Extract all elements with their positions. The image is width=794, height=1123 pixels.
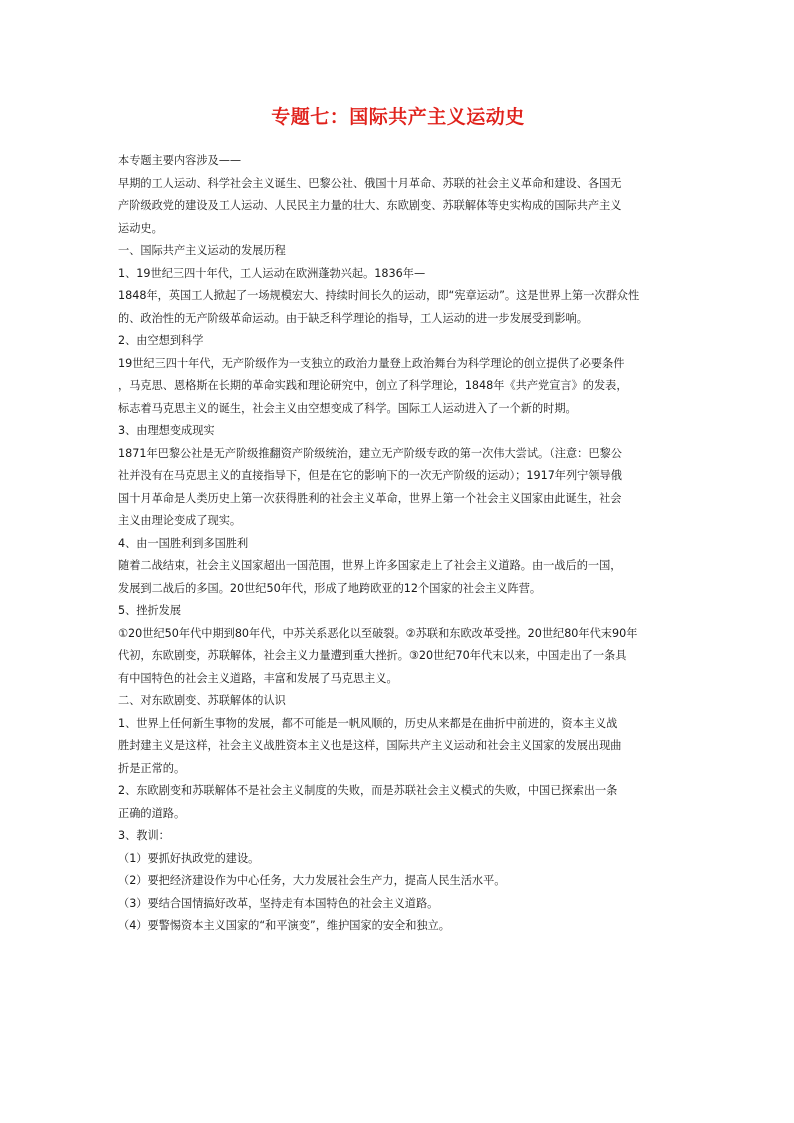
body-line: 标志着马克思主义的诞生，社会主义由空想变成了科学。国际工人运动进入了一个新的时期。 (118, 401, 577, 415)
body-line: 正确的道路。 (118, 806, 186, 820)
document-page (118, 104, 678, 938)
subsection-heading: 3、由理想变成现实 (118, 424, 215, 437)
body-line: 3、教训： (118, 829, 170, 842)
list-item: （1）要抓好执政党的建设。 (118, 851, 260, 865)
body-line: 产阶级政党的建设及工人运动、人民民主力量的壮大、东欧剧变、苏联解体等史实构成的国际共产主义 (118, 199, 622, 212)
body-line: 早期的工人运动、科学社会主义诞生、巴黎公社、俄国十月革命、苏联的社会主义革命和建设、各国无 (118, 176, 622, 190)
body-line: 1、世界上任何新生事物的发展，都不可能是一帆风顺的，历史从来都是在曲折中前进的，资本主义战 (118, 716, 618, 730)
section-heading: 一、国际共产主义运动的发展历程 (118, 244, 286, 257)
body-line: 国十月革命是人类历史上第一次获得胜利的社会主义革命，世界上第一个社会主义国家由此诞生，社会 (118, 491, 622, 505)
body-line: 有中国特色的社会主义道路，丰富和发展了马克思主义。 (118, 671, 398, 685)
document-title: 专题七：国际共产主义运动史 (271, 106, 525, 128)
body-line: 代初，东欧剧变，苏联解体，社会主义力量遭到重大挫折。③20世纪70年代末以来，中国走出了一条具 (118, 649, 627, 662)
body-line: 胜封建主义是这样，社会主义战胜资本主义也是这样，国际共产主义运动和社会主义国家的发展出现曲 (118, 739, 622, 752)
body-line: 的、政治性的无产阶级革命运动。由于缺乏科学理论的指导，工人运动的进一步发展受到影响。 (118, 311, 588, 325)
body-line: 1871年巴黎公社是无产阶级推翻资产阶级统治，建立无产阶级专政的第一次伟大尝试。（注意：巴黎公 (118, 446, 622, 460)
list-item: （2）要把经济建设作为中心任务，大力发展社会生产力，提高人民生活水平。 (118, 874, 506, 887)
body-line: 1、19世纪三四十年代，工人运动在欧洲蓬勃兴起。1836年— (118, 266, 426, 280)
body-line: 2、东欧剧变和苏联解体不是社会主义制度的失败，而是苏联社会主义模式的失败，中国已探索出一条 (118, 784, 618, 797)
subsection-heading: 5、挫折发展 (118, 604, 182, 617)
body-line: 主义由理论变成了现实。 (118, 514, 242, 527)
body-line: 随着二战结束，社会主义国家超出一国范围，世界上许多国家走上了社会主义道路。由一战后的一国， (118, 559, 622, 572)
subsection-heading: 4、由一国胜利到多国胜利 (118, 536, 249, 550)
body-line: 1848年，英国工人掀起了一场规模宏大、持续时间长久的运动，即“宪章运动”。这是世界上第一次群众性 (118, 289, 640, 302)
body-line: 运动史。 (118, 221, 163, 235)
list-item: （4）要警惕资本主义国家的“和平演变”，维护国家的安全和独立。 (118, 919, 450, 932)
body-line: 折是正常的。 (118, 761, 186, 775)
body-line: 社并没有在马克思主义的直接指导下，但是在它的影响下的一次无产阶级的运动）；1917年列宁领导俄 (118, 469, 622, 482)
body-line: ，马克思、恩格斯在长期的革命实践和理论研究中，创立了科学理论，1848年《共产党宣言》的发表， (118, 379, 628, 392)
document-body (118, 150, 678, 938)
subsection-heading: 2、由空想到科学 (118, 334, 204, 347)
body-line: 发展到二战后的多国。20世纪50年代，形成了地跨欧亚的12个国家的社会主义阵营。 (118, 581, 542, 595)
body-line: ①20世纪50年代中期到80年代，中苏关系恶化以至破裂。②苏联和东欧改革受挫。20世纪80年代末90年 (118, 626, 638, 640)
section-heading: 二、对东欧剧变、苏联解体的认识 (118, 694, 286, 707)
body-line: 19世纪三四十年代，无产阶级作为一支独立的政治力量登上政治舞台为科学理论的创立提供了必要条件 (118, 356, 625, 370)
body-line: 本专题主要内容涉及—— (118, 154, 242, 167)
list-item: （3）要结合国情搞好改革，坚持走有本国特色的社会主义道路。 (118, 896, 439, 910)
